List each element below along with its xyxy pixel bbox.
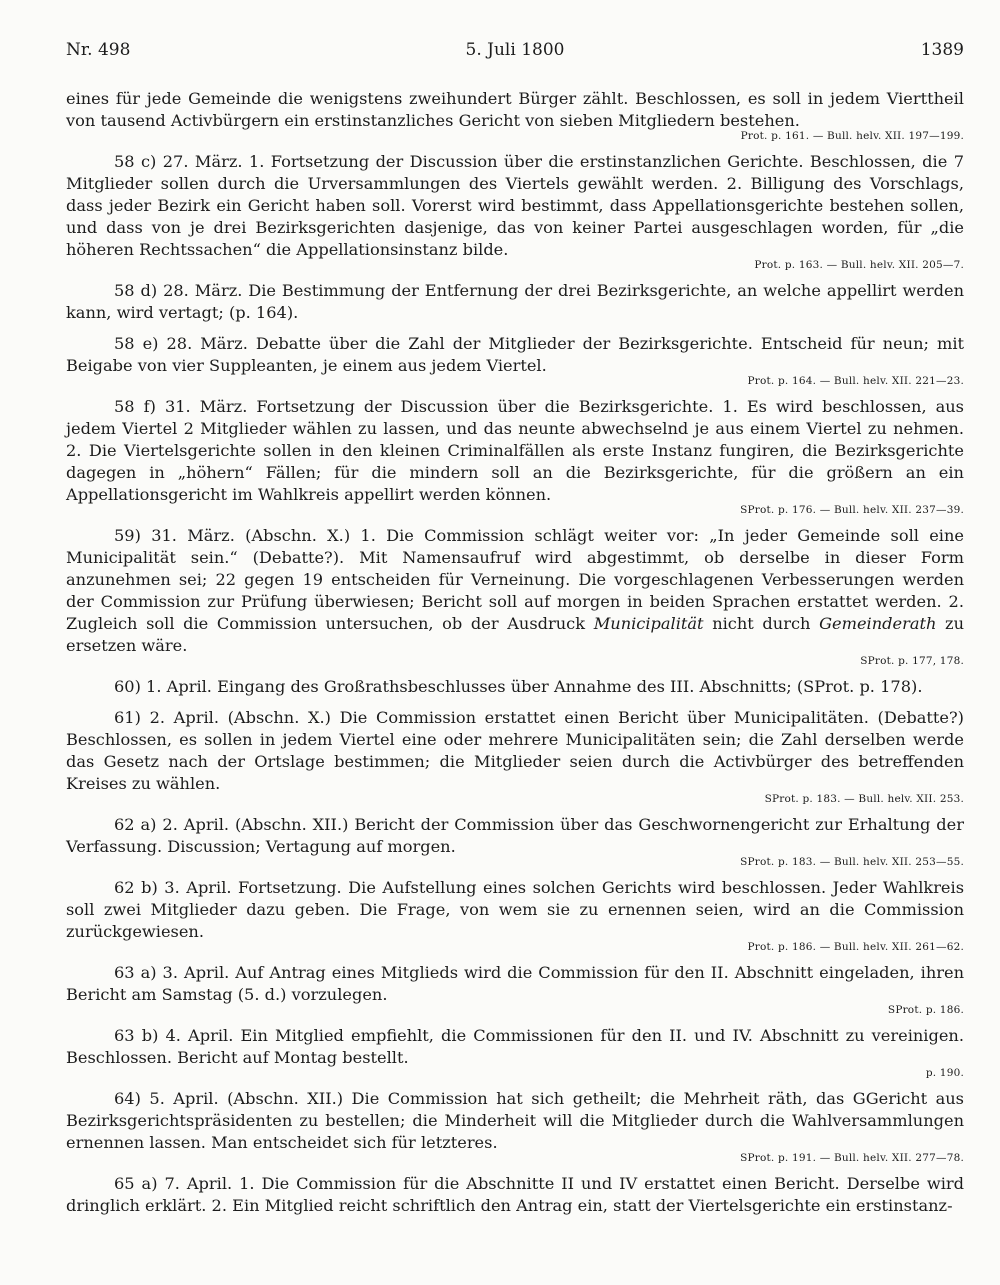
paragraph-text: 58 c) 27. März. 1. Fortsetzung der Discussion über die erstinstanzlichen Gerichte. Beschlossen, die 7 Mitglieder sollen durch die Urversammlungen des Viertels gewählt werden. 2. Billigung des Vorschlags, dass jeder Bezirk ein Gericht haben soll. Vorerst wird bestimmt, dass Appellationsgerichte bestehen sollen, und dass von je drei Bezirksgerichten dasjenige, das von keiner Partei ausgeschlagen worden, für „die höheren Rechtssachen“ die Appellationsinstanz bilde. [66,152,964,259]
source-reference: Prot. p. 164. — Bull. helv. XII. 221—23. [747,375,964,387]
document-page [66,40,964,1226]
paragraph-text: 64) 5. April. (Abschn. XII.) Die Commission hat sich getheilt; die Mehrheit räth, das GGericht aus Bezirksgerichtspräsidenten zu bestellen; die Minderheit will die Mitglieder durch die Wahlversammlungen ernennen lassen. Man entscheidet sich für letzteres. [66,1089,964,1152]
paragraph-62b [66,877,964,953]
italic-term: Municipalität [593,614,704,633]
paragraph-text: 62 a) 2. April. (Abschn. XII.) Bericht der Commission über das Geschwornengericht zur Erhaltung der Verfassung. Discussion; Vertagung auf morgen. [66,815,964,856]
paragraph-text: 62 b) 3. April. Fortsetzung. Die Aufstellung eines solchen Gerichts wird beschlossen. Jeder Wahlkreis soll zwei Mitglieder dazu geben. Die Frage, von wem sie zu ernennen seien, wird an die Commission zurückgewiesen. [66,878,964,941]
document-body [66,88,964,1217]
paragraph-text: 58 f) 31. März. Fortsetzung der Discussion über die Bezirksgerichte. 1. Es wird beschlossen, aus jedem Viertel 2 Mitglieder wählen zu lassen, und das neunte abwechselnd je aus einem Viertel zu nehmen. 2. Die Viertelsgerichte sollen in den kleinen Criminalfällen als erste Instanz fungiren, die Bezirksgerichte dagegen in „höhern“ Fällen; für die mindern soll an die Bezirksgerichte, für die größern an ein Appellationsgericht im Wahlkreis appellirt werden können. [66,397,964,504]
paragraph-64 [66,1088,964,1164]
source-reference: SProt. p. 183. — Bull. helv. XII. 253—55. [740,856,964,868]
source-reference: Prot. p. 186. — Bull. helv. XII. 261—62. [747,941,964,953]
paragraph-60 [66,676,964,698]
paragraph-text: 59) 31. März. (Abschn. X.) 1. Die Commission schlägt weiter vor: „In jeder Gemeinde soll eine Municipalität sein.“ (Debatte?). Mit Namensaufruf wird abgestimmt, ob derselbe in dieser Form anzunehmen sei; 22 gegen 19 entscheiden für Verneinung. Die vorgeschlagenen Verbesserungen werden der Commission zur Prüfung überwiesen; Bericht soll auf morgen in beiden Sprachen erstattet werden. 2. Zugleich soll die Commission untersuchen, ob der Ausdruck [66,526,964,633]
paragraph-58f [66,396,964,516]
paragraph-text: 61) 2. April. (Abschn. X.) Die Commission erstattet einen Bericht über Municipalitäten. (Debatte?) Beschlossen, es sollen in jedem Viertel eine oder mehrere Municipalitäten sein; die Zahl derselben werde das Gesetz nach der Ortslage bestimmen; die Mitglieder seien durch die Activbürger des betreffenden Kreises zu wählen. [66,708,964,793]
paragraph-63a [66,962,964,1016]
italic-term: Gemeinderath [819,614,937,633]
source-reference: SProt. p. 177, 178. [860,655,964,667]
source-reference: p. 190. [925,1067,964,1079]
paragraph-58d [66,280,964,324]
paragraph-58e [66,333,964,387]
paragraph-62a [66,814,964,868]
paragraph-text: eines für jede Gemeinde die wenigstens zweihundert Bürger zählt. Beschlossen, es soll in jedem Vierttheil von tausend Activbürgern ein erstinstanzliches Gericht von sieben Mitgliedern bestehen. [66,89,964,130]
paragraph-59 [66,525,964,667]
document-number: Nr. 498 [66,40,131,60]
paragraph-text: 58 e) 28. März. Debatte über die Zahl der Mitglieder der Bezirksgerichte. Entscheid für neun; mit Beigabe von vier Suppleanten, je einem aus jedem Viertel. [66,334,964,375]
source-reference: SProt. p. 176. — Bull. helv. XII. 237—39. [740,504,964,516]
paragraph-text: 65 a) 7. April. 1. Die Commission für die Abschnitte II und IV erstattet einen Bericht. Derselbe wird dringlich erklärt. 2. Ein Mitglied reicht schriftlich den Antrag ein, statt der Viertelsgerichte ein erstinstanz- [66,1174,964,1215]
paragraph-text: nicht durch [703,614,820,633]
page-header [66,40,964,70]
source-reference: SProt. p. 183. — Bull. helv. XII. 253. [764,793,964,805]
source-reference: Prot. p. 161. — Bull. helv. XII. 197—199. [740,130,964,142]
source-reference: Prot. p. 163. — Bull. helv. XII. 205—7. [754,259,964,271]
paragraph-text: 63 b) 4. April. Ein Mitglied empfiehlt, die Commissionen für den II. und IV. Abschnitt zu vereinigen. Beschlossen. Bericht auf Montag bestellt. [66,1026,964,1067]
page-number: 1389 [920,40,964,60]
source-reference: SProt. p. 186. [887,1004,964,1016]
paragraph-continuation [66,88,964,142]
header-date: 5. Juli 1800 [465,40,565,60]
paragraph-63b [66,1025,964,1079]
paragraph-text: 63 a) 3. April. Auf Antrag eines Mitglieds wird die Commission für den II. Abschnitt eingeladen, ihren Bericht am Samstag (5. d.) vorzulegen. [66,963,964,1004]
paragraph-text: 58 d) 28. März. Die Bestimmung der Entfernung der drei Bezirksgerichte, an welche appellirt werden kann, wird vertagt; (p. 164). [66,281,964,322]
paragraph-65a [66,1173,964,1217]
paragraph-text: zu ersetzen wäre. [66,614,964,655]
paragraph-text: 60) 1. April. Eingang des Großrathsbeschlusses über Annahme des III. Abschnitts; (SProt. p. 178). [114,677,923,696]
source-reference: SProt. p. 191. — Bull. helv. XII. 277—78. [740,1152,964,1164]
paragraph-61 [66,707,964,805]
paragraph-58c [66,151,964,271]
